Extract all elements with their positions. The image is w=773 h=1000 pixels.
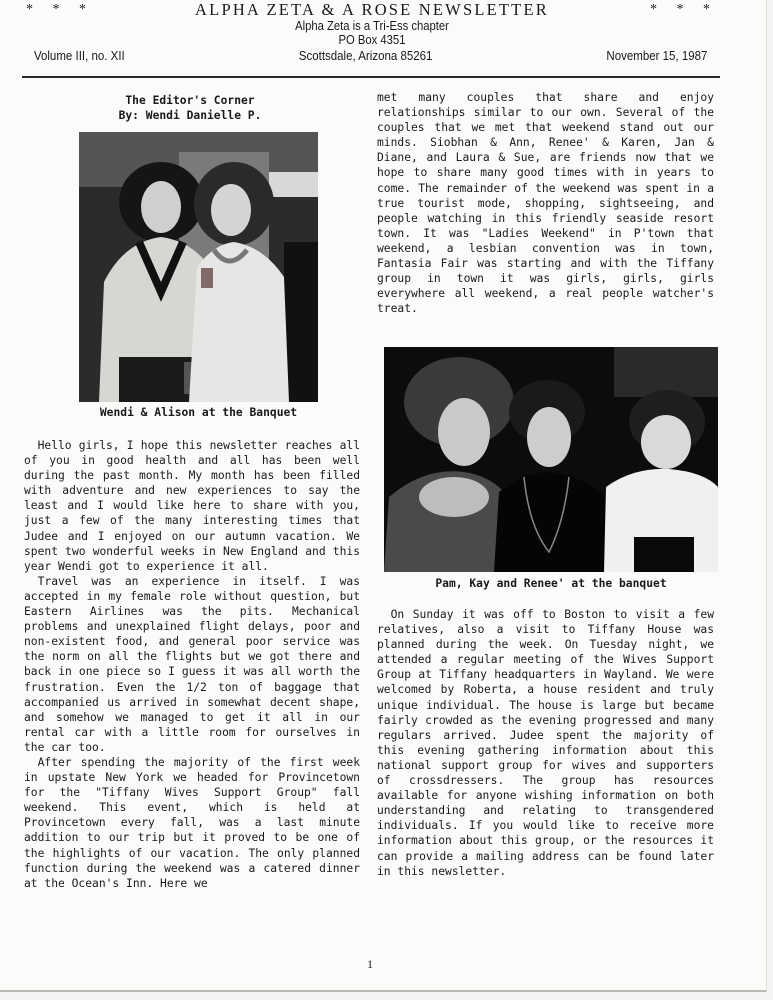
masthead-title-row <box>22 0 722 19</box>
photo-pam-kay-renee-image <box>384 347 718 572</box>
chapter-subtitle: Alpha Zeta is a Tri-Ess chapter <box>295 19 449 33</box>
photo-wendi-alison <box>79 132 318 402</box>
paragraph-couples: met many couples that share and enjoy relationships similar to our own. Several of the couples that we met that weekend stand out our minds. Siobhan & Ann, Renee' & Karen, Jan & Diane, and Laura & Sue, are friends now that we hope to share many good times with in years to come. The remainder of the weekend was spent in a true tourist mode, shopping, sightseeing, and people watching in this friendly seaside resort town. It was "Ladies Weekend" in P'town that weekend, a lesbian convention was in town, Fantasia Fair was starting and with the Tiffany group in town it was girls, girls, girls everywhere all weekend, a real people watcher's treat. <box>377 91 714 316</box>
left-column-body <box>24 438 360 891</box>
paragraph-boston: On Sunday it was off to Boston to visit a few relatives, also a visit to Tiffany House was planned during the week. On Tuesday night, we attended a regular meeting of the Wives Support Group at Tiffany headquarters in Wayland. We were welcomed by Roberta, a house resident and truly unique individual. The house is large but became fairly crowded as the evening progressed and many regulars arrived. Judee spent the majority of this evening gathering information about this national support group for wives and supporters of crossdressers. The group has resources available for anyone wishing information on both understanding and relating to transgendered individuals. If you would like to receive more information about this group, or the resources it can provide a mailing address can be found later in this newsletter. <box>377 608 714 878</box>
city-address: Scottsdale, Arizona 85261 <box>298 49 433 63</box>
article-heading <box>40 93 340 123</box>
decorative-stars-left: * * * <box>26 2 94 17</box>
volume-issue: Volume III, no. XII <box>33 49 125 63</box>
photo-caption-wendi-alison: Wendi & Alison at the Banquet <box>99 406 298 419</box>
paragraph-intro: Hello girls, I hope this newsletter reaches all of you in good health and all has been well during the past month. My month has been filled with adventure and new experiences to say the least and I would like here to share with you, just a few of the many interesting times that Judee and I enjoyed on our autumn vacation. We spent two wonderful weeks in New England and this year Wendi got to experience it all. <box>24 439 360 573</box>
photo-wendi-alison-image <box>79 132 318 402</box>
newsletter-title: ALPHA ZETA & A ROSE NEWSLETTER <box>195 0 549 19</box>
right-column-bottom <box>377 607 714 879</box>
paragraph-provincetown: After spending the majority of the first week in upstate New York we headed for Provincetown for the "Tiffany Wives Support Group" fall weekend. This event, which is held at Provincetown every fall, was a last minute addition to our trip but it proved to be one of the highlights of our vacation. The only planned function during the weekend was a catered dinner at the Ocean's Inn. Here we <box>24 755 360 890</box>
decorative-stars-right: * * * <box>649 2 718 17</box>
photo-caption-pam-kay-renee: Pam, Kay and Renee' at the banquet <box>435 577 667 590</box>
po-box: PO Box 4351 <box>338 33 406 47</box>
right-column-top <box>377 90 714 316</box>
byline: By: Wendi Danielle P. <box>118 109 262 122</box>
photo-pam-kay-renee <box>384 347 718 572</box>
section-title: The Editor's Corner <box>125 94 255 107</box>
masthead-info-row <box>22 48 722 64</box>
paragraph-travel: Travel was an experience in itself. I was accepted in my female role without question, but Eastern Airlines was the pits. Mechanical problems and unexplained flight delays, poor and non-existent food, and general poor service was the norm on all the flights but we got there and back in one piece so I guess it was all worth the frustration. Even the 1/2 ton of baggage that accompanied us arrived in somewhat decent shape, and somehow we managed to get it all in our rental car with a little room for ourselves in the car too. <box>24 574 360 754</box>
masthead-divider <box>22 76 720 78</box>
page-number: 1 <box>367 957 373 971</box>
masthead <box>22 0 722 64</box>
issue-date: November 15, 1987 <box>606 49 708 63</box>
